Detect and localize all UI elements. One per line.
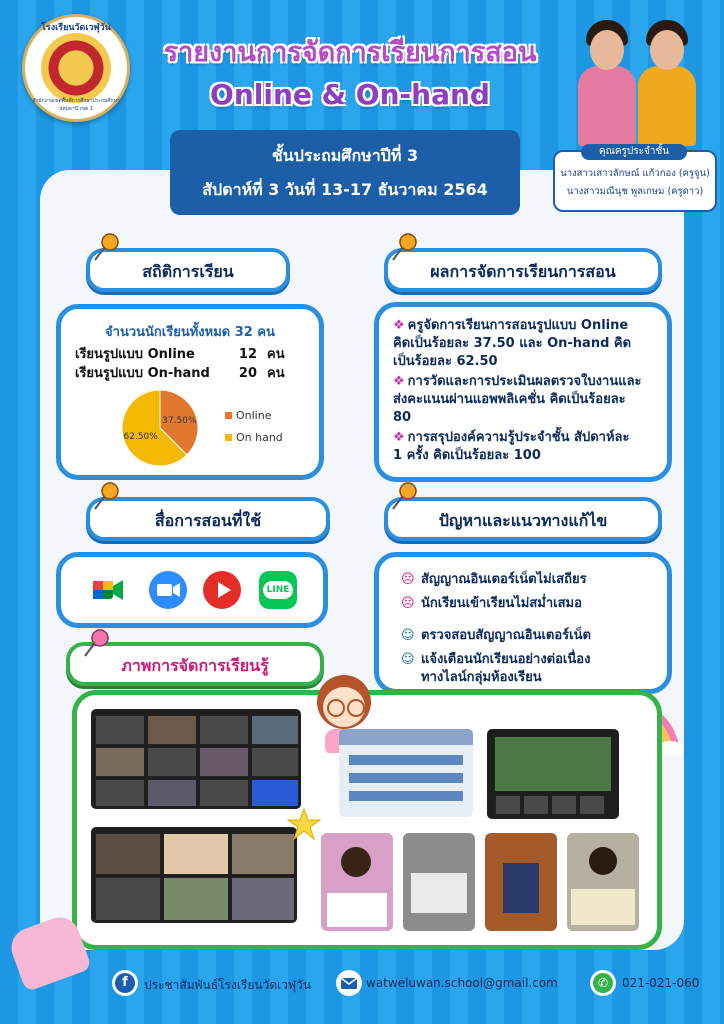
student-photo-1 bbox=[321, 833, 393, 931]
solution-text: ตรวจสอบสัญญาณอินเตอร์เน็ต bbox=[421, 628, 591, 643]
teacher-photo-1 bbox=[578, 20, 636, 145]
results-heading-pill bbox=[384, 248, 662, 292]
pushpin-icon bbox=[90, 232, 122, 264]
gallery-heading: ภาพการจัดการเรียนรู้ bbox=[121, 656, 269, 675]
pushpin-icon bbox=[80, 628, 112, 660]
stats-row-online bbox=[75, 343, 285, 364]
smile-face-icon: ☺ bbox=[401, 628, 415, 643]
star-icon bbox=[287, 807, 321, 841]
result-text: การวัดและการประเมินผลตรวจใบงานและส่งคะแนนผ่านแอพพลิเคชั่น คิดเป็นร้อยละ 80 bbox=[393, 374, 642, 425]
phone-icon[interactable]: ✆ bbox=[590, 970, 616, 996]
pushpin-icon bbox=[388, 481, 420, 513]
online-class-screenshot-2 bbox=[91, 827, 297, 923]
student-photo-2 bbox=[403, 833, 475, 931]
media-heading: สื่อการสอนที่ใช้ bbox=[154, 511, 262, 530]
week-label: สัปดาห์ที่ 3 วันที่ 13-17 ธันวาคม 2564 bbox=[202, 180, 488, 199]
google-meet-icon[interactable] bbox=[89, 571, 127, 609]
teacher-name-2: นางสาวมณีนุช พูลเกษม (ครูดาว) bbox=[566, 186, 704, 197]
classroom-photo bbox=[339, 729, 473, 817]
pie-data-label: 62.50% bbox=[123, 431, 158, 442]
sad-face-icon: ☹ bbox=[401, 572, 415, 587]
stats-row-label: เรียนรูปแบบ On-hand bbox=[75, 366, 210, 381]
student-photo-3 bbox=[485, 833, 557, 931]
problem-item bbox=[401, 595, 582, 613]
solution-text: แจ้งเตือนนักเรียนอย่างต่อเนื่อง bbox=[421, 652, 591, 667]
smile-face-icon: ☺ bbox=[401, 652, 415, 667]
legend-label: Online bbox=[236, 409, 272, 422]
stats-heading: สถิติการเรียน bbox=[142, 262, 234, 281]
stats-row-onhand bbox=[75, 362, 285, 383]
mail-icon[interactable] bbox=[336, 970, 362, 996]
zoom-icon[interactable] bbox=[149, 571, 187, 609]
grade-label: ชั้นประถมศึกษาปีที่ 3 bbox=[271, 146, 419, 165]
legend-swatch bbox=[225, 434, 232, 441]
logo-text-top: โรงเรียนวัดเวฬุวัน bbox=[41, 23, 111, 33]
solution-item bbox=[401, 627, 591, 645]
gallery-card bbox=[72, 690, 662, 950]
result-text: ครูจัดการเรียนการสอนรูปแบบ Online คิดเป็นร้อยละ 37.50 และ On-hand คิดเป็นร้อยละ 62.50 bbox=[393, 318, 632, 369]
footer-facebook[interactable]: ประชาสัมพันธ์โรงเรียนวัดเวฬุวัน bbox=[144, 978, 312, 992]
diamond-bullet-icon: ❖ bbox=[393, 430, 405, 445]
media-card bbox=[56, 552, 328, 628]
problems-heading-pill bbox=[384, 497, 662, 541]
footer-email[interactable]: watweluwan.school@gmail.com bbox=[366, 976, 558, 990]
legend-swatch bbox=[225, 412, 232, 419]
solution-item bbox=[401, 651, 590, 669]
stats-row-count: 20 bbox=[238, 366, 257, 381]
results-card bbox=[374, 302, 672, 482]
line-icon[interactable] bbox=[259, 571, 297, 609]
facebook-icon[interactable]: f bbox=[112, 970, 138, 996]
problem-text: นักเรียนเข้าเรียนไม่สม่ำเสมอ bbox=[421, 596, 582, 611]
online-class-screenshot bbox=[91, 709, 301, 809]
result-item bbox=[393, 373, 643, 427]
teacher-name-1: นางสาวเสาวลักษณ์ แก้วกอง (ครูจูน) bbox=[560, 168, 710, 179]
class-info-box bbox=[170, 130, 520, 215]
problem-item bbox=[401, 571, 587, 589]
school-emblem-icon bbox=[41, 33, 111, 103]
stats-row-count: 12 bbox=[238, 347, 257, 362]
pie-data-label: 37.50% bbox=[162, 416, 197, 427]
pushpin-icon bbox=[90, 481, 122, 513]
footer-phone[interactable]: 021-021-060 bbox=[622, 976, 700, 990]
pie-chart bbox=[105, 387, 215, 469]
result-item bbox=[393, 429, 643, 465]
legend-label: On hand bbox=[236, 431, 283, 444]
stats-row-label: เรียนรูปแบบ Online bbox=[75, 347, 195, 362]
page-title: รายงานการจัดการเรียนการสอน bbox=[163, 37, 537, 68]
school-logo bbox=[22, 14, 130, 122]
results-heading: ผลการจัดการเรียนการสอน bbox=[430, 262, 616, 281]
youtube-icon[interactable] bbox=[203, 571, 241, 609]
pushpin-icon bbox=[388, 232, 420, 264]
stats-row-unit: คน bbox=[267, 366, 285, 381]
stats-total: จำนวนนักเรียนทั้งหมด 32 คน bbox=[105, 325, 275, 340]
stats-card bbox=[56, 304, 324, 480]
legend-onhand bbox=[225, 431, 283, 444]
line-icon-text: LINE bbox=[263, 581, 293, 599]
problems-heading: ปัญหาและแนวทางแก้ไข bbox=[438, 511, 608, 530]
solution-text: ทางไลน์กลุ่มห้องเรียน bbox=[421, 670, 542, 685]
page-subtitle: Online & On-hand bbox=[210, 78, 490, 111]
diamond-bullet-icon: ❖ bbox=[393, 374, 405, 389]
teacher-photo-2 bbox=[638, 20, 696, 145]
stats-row-unit: คน bbox=[267, 347, 285, 362]
media-heading-pill bbox=[86, 497, 330, 541]
legend-online bbox=[225, 409, 271, 422]
result-item bbox=[393, 317, 643, 371]
teacher-heading: คุณครูประจำชั้น bbox=[581, 144, 687, 160]
teacher-badge bbox=[553, 146, 717, 212]
problems-card bbox=[374, 552, 672, 694]
result-text: การสรุปองค์ความรู้ประจำชั้น สัปดาห์ละ 1 ครั้ง คิดเป็นร้อยละ 100 bbox=[393, 430, 630, 463]
problem-text: สัญญาณอินเตอร์เน็ตไม่เสถียร bbox=[421, 572, 587, 587]
video-call-screenshot bbox=[487, 729, 619, 819]
solution-item-cont bbox=[421, 669, 542, 687]
diamond-bullet-icon: ❖ bbox=[393, 318, 405, 333]
student-photo-4 bbox=[567, 833, 639, 931]
logo-text-bottom: สำนักงานเขตพื้นที่การศึกษาประถมศึกษาปทุมธานี เขต 1 bbox=[32, 98, 120, 112]
sad-face-icon: ☹ bbox=[401, 596, 415, 611]
